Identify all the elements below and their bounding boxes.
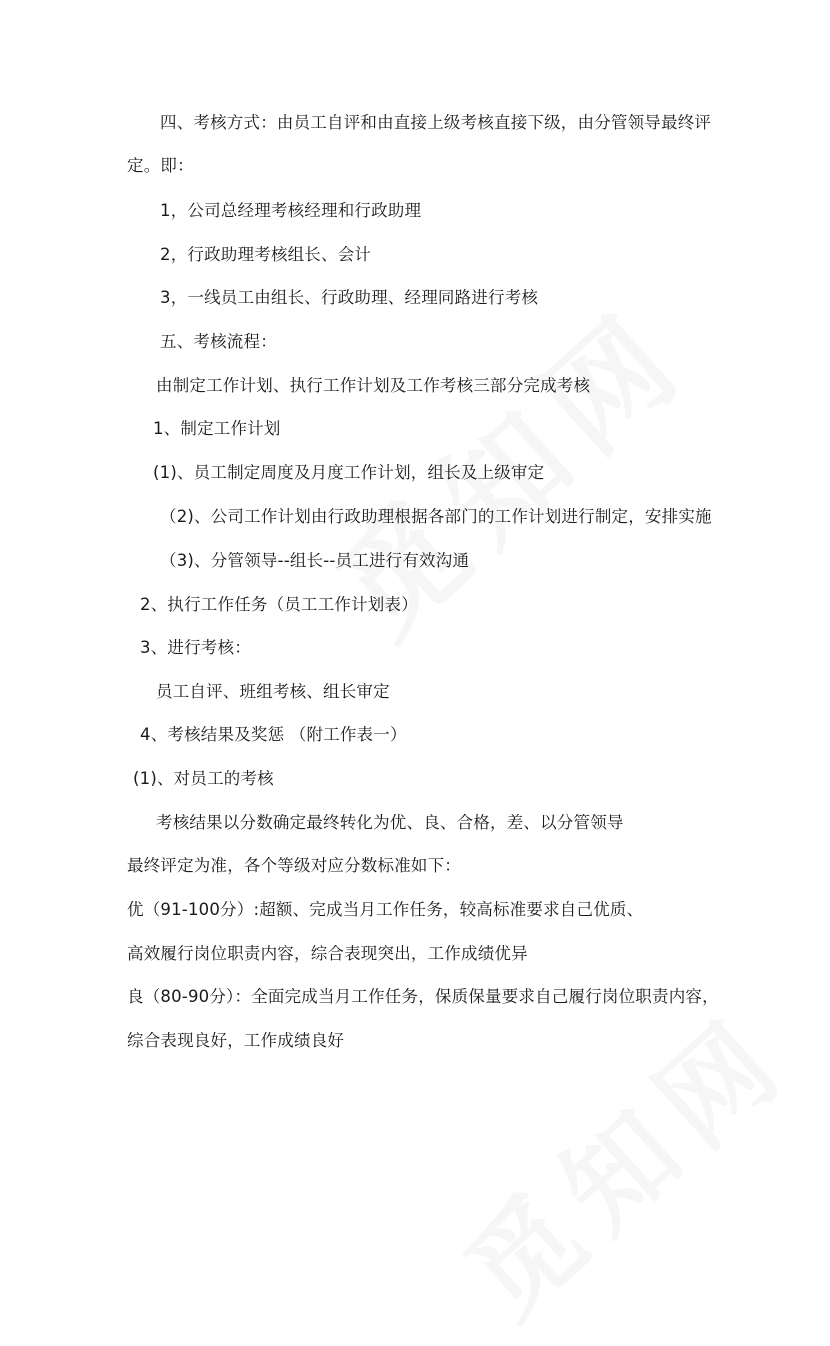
text-line: 3、进行考核：: [140, 638, 251, 657]
text-line: （2)、公司工作计划由行政助理根据各部门的工作计划进行制定，安排实施: [160, 507, 712, 526]
text-line: 2、执行工作任务（员工工作计划表）: [140, 595, 418, 614]
text-line: 考核结果以分数确定最终转化为优、良、合格，差、以分管领导: [156, 813, 624, 832]
text-line: 3，一线员工由组长、行政助理、经理同路进行考核: [160, 288, 539, 307]
text-line: 4、考核结果及奖惩 （附工作表一）: [140, 725, 407, 744]
text-line: (1)、员工制定周度及月度工作计划，组长及上级审定: [153, 463, 545, 482]
watermark: [426, 972, 817, 1346]
text-line: 员工自评、班组考核、组长审定: [156, 682, 390, 701]
text-line: 高效履行岗位职责内容，综合表现突出，工作成绩优异: [127, 944, 528, 963]
text-line: 五、考核流程：: [160, 332, 277, 351]
text-line: 最终评定为准，各个等级对应分数标准如下：: [127, 856, 461, 875]
text-line: 2，行政助理考核组长、会计: [160, 245, 372, 264]
text-line: 良（80-90分）：全面完成当月工作任务，保质保量要求自己履行岗位职责内容，: [127, 987, 719, 1006]
text-line: 1，公司总经理考核经理和行政助理: [160, 201, 422, 220]
text-line: （3)、分管领导--组长--员工进行有效沟通: [160, 551, 470, 570]
text-line: 定。即：: [127, 156, 194, 175]
text-line: (1)、对员工的考核: [133, 769, 274, 788]
text-line: 1、制定工作计划: [153, 419, 281, 438]
text-line: 由制定工作计划、执行工作计划及工作考核三部分完成考核: [156, 376, 591, 395]
text-line: 四、考核方式：由员工自评和由直接上级考核直接下级，由分管领导最终评: [160, 113, 712, 132]
text-line: 综合表现良好，工作成绩良好: [127, 1031, 345, 1050]
text-line: 优（91-100分）:超额、完成当月工作任务，较高标准要求自己优质、: [127, 900, 644, 919]
